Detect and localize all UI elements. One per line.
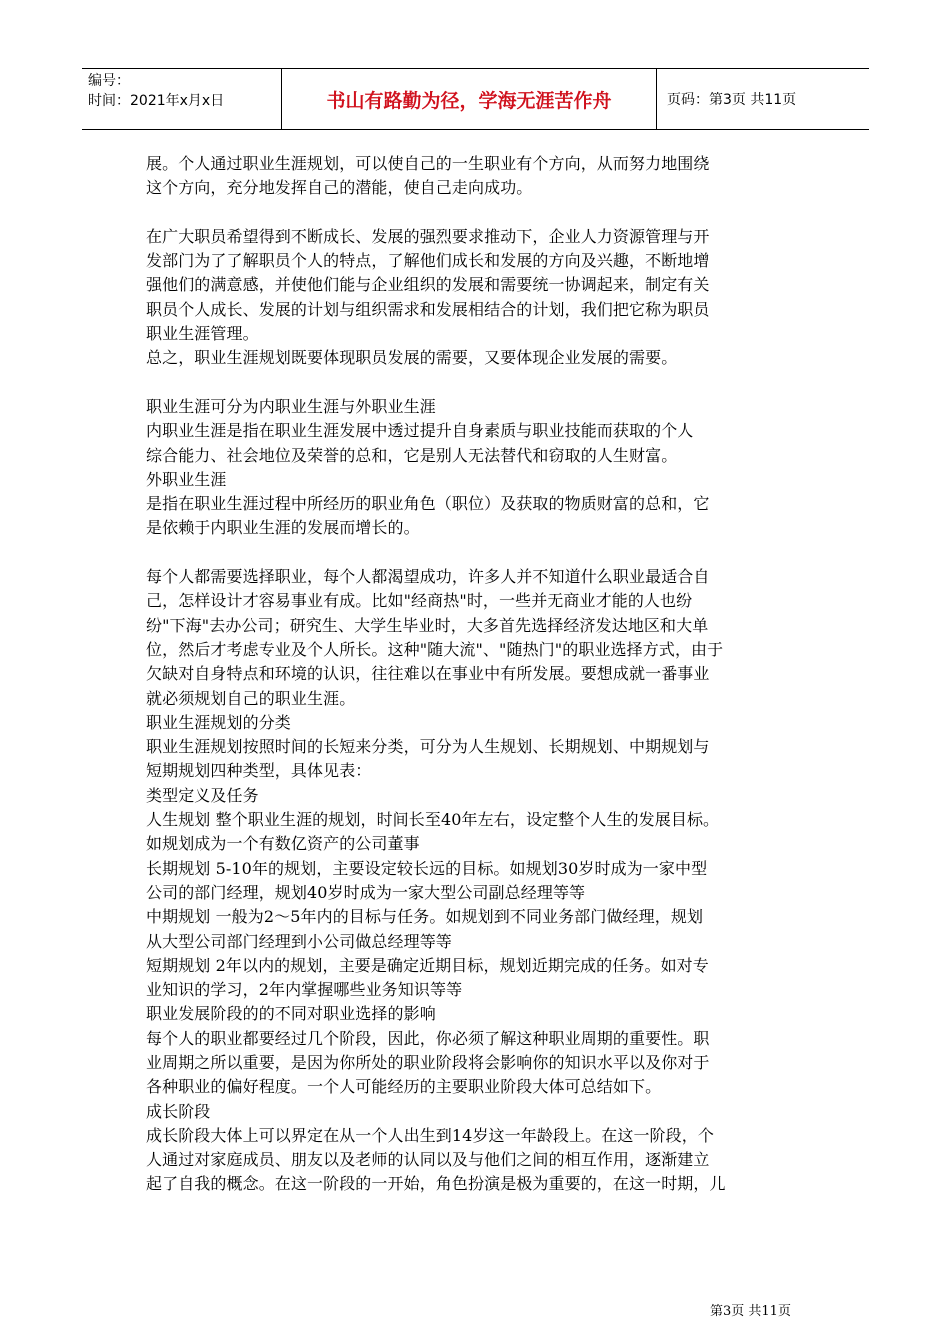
body-line: 职业生涯管理。	[146, 324, 259, 344]
body-line: 总之，职业生涯规划既要体现职员发展的需要，又要体现企业发展的需要。	[146, 348, 678, 368]
body-line: 如规划成为一个有数亿资产的公司董事	[146, 834, 420, 854]
body-line: 业知识的学习，2年内掌握哪些业务知识等等	[146, 980, 463, 1000]
code-label: 编号：	[88, 73, 130, 89]
body-line: 位，然后才考虑专业及个人所长。这种"随大流"、"随热门"的职业选择方式，由于	[146, 639, 724, 659]
body-line: 就必须规划自己的职业生涯。	[146, 688, 356, 708]
body-line	[146, 541, 826, 565]
header-motto: 书山有路勤为径，学海无涯苦作舟	[282, 69, 657, 129]
document-body	[146, 152, 826, 1197]
body-line: 发部门为了了解职员个人的特点，了解他们成长和发展的方向及兴趣，不断地增	[146, 251, 710, 271]
body-line: 己，怎样设计才容易事业有成。比如"经商热"时，一些并无商业才能的人也纷	[146, 591, 693, 611]
body-line: 外职业生涯	[146, 469, 227, 489]
body-line: 职业发展阶段的的不同对职业选择的影响	[146, 1004, 436, 1024]
body-line: 从大型公司部门经理到小公司做总经理等等	[146, 931, 452, 951]
header-meta-cell	[82, 69, 282, 129]
body-line: 短期规划四种类型，具体见表：	[146, 761, 372, 781]
body-line	[146, 371, 826, 395]
body-line: 每个人的职业都要经过几个阶段，因此，你必须了解这种职业周期的重要性。职	[146, 1028, 710, 1048]
body-line: 是指在职业生涯过程中所经历的职业角色（职位）及获取的物质财富的总和，它	[146, 494, 710, 514]
body-line: 类型定义及任务	[146, 785, 259, 805]
body-line: 成长阶段大体上可以界定在从一个人出生到14岁这一年龄段上。在这一阶段，个	[146, 1125, 714, 1145]
body-line: 是依赖于内职业生涯的发展而增长的。	[146, 518, 420, 538]
body-line: 强他们的满意感，并使他们能与企业组织的发展和需要统一协调起来，制定有关	[146, 275, 710, 295]
body-line	[146, 201, 826, 225]
body-line: 职业生涯规划按照时间的长短来分类，可分为人生规划、长期规划、中期规划与	[146, 737, 710, 757]
body-line: 每个人都需要选择职业，每个人都渴望成功，许多人并不知道什么职业最适合自	[146, 567, 710, 587]
body-line: 综合能力、社会地位及荣誉的总和，它是别人无法替代和窃取的人生财富。	[146, 445, 678, 465]
document-header	[82, 68, 869, 130]
body-line: 纷"下海"去办公司；研究生、大学生毕业时，大多首先选择经济发达地区和大单	[146, 615, 709, 635]
body-line: 公司的部门经理，规划40岁时成为一家大型公司副总经理等等	[146, 882, 586, 902]
body-line: 各种职业的偏好程度。一个人可能经历的主要职业阶段大体可总结如下。	[146, 1077, 662, 1097]
body-line: 成长阶段	[146, 1101, 211, 1121]
body-line: 职员个人成长、发展的计划与组织需求和发展相结合的计划，我们把它称为职员	[146, 299, 710, 319]
body-line: 人通过对家庭成员、朋友以及老师的认同以及与他们之间的相互作用，逐渐建立	[146, 1150, 710, 1170]
body-line: 短期规划 2年以内的规划，主要是确定近期目标，规划近期完成的任务。如对专	[146, 955, 709, 975]
body-line: 在广大职员希望得到不断成长、发展的强烈要求推动下，企业人力资源管理与开	[146, 226, 710, 246]
body-line: 欠缺对自身特点和环境的认识，往往难以在事业中有所发展。要想成就一番事业	[146, 664, 710, 684]
header-page-label: 页码：第3页 共11页	[667, 92, 797, 108]
time-label: 时间：2021年x月x日	[88, 93, 225, 109]
body-line: 内职业生涯是指在职业生涯发展中透过提升自身素质与职业技能而获取的个人	[146, 421, 694, 441]
body-line: 起了自我的概念。在这一阶段的一开始，角色扮演是极为重要的，在这一时期，儿	[146, 1174, 726, 1194]
body-line: 职业生涯可分为内职业生涯与外职业生涯	[146, 396, 436, 416]
body-line: 展。个人通过职业生涯规划，可以使自己的一生职业有个方向，从而努力地围绕	[146, 154, 710, 173]
body-line: 业周期之所以重要，是因为你所处的职业阶段将会影响你的知识水平以及你对于	[146, 1052, 710, 1072]
body-line: 这个方向，充分地发挥自己的潜能，使自己走向成功。	[146, 178, 533, 198]
body-line: 长期规划 5-10年的规划，主要设定较长远的目标。如规划30岁时成为一家中型	[146, 858, 708, 878]
body-line: 职业生涯规划的分类	[146, 712, 291, 732]
body-line: 人生规划 整个职业生涯的规划，时间长至40年左右，设定整个人生的发展目标。	[146, 810, 720, 830]
page-footer: 第3页 共11页	[710, 1304, 791, 1319]
body-line: 中期规划 一般为2～5年内的目标与任务。如规划到不同业务部门做经理，规划	[146, 907, 704, 927]
